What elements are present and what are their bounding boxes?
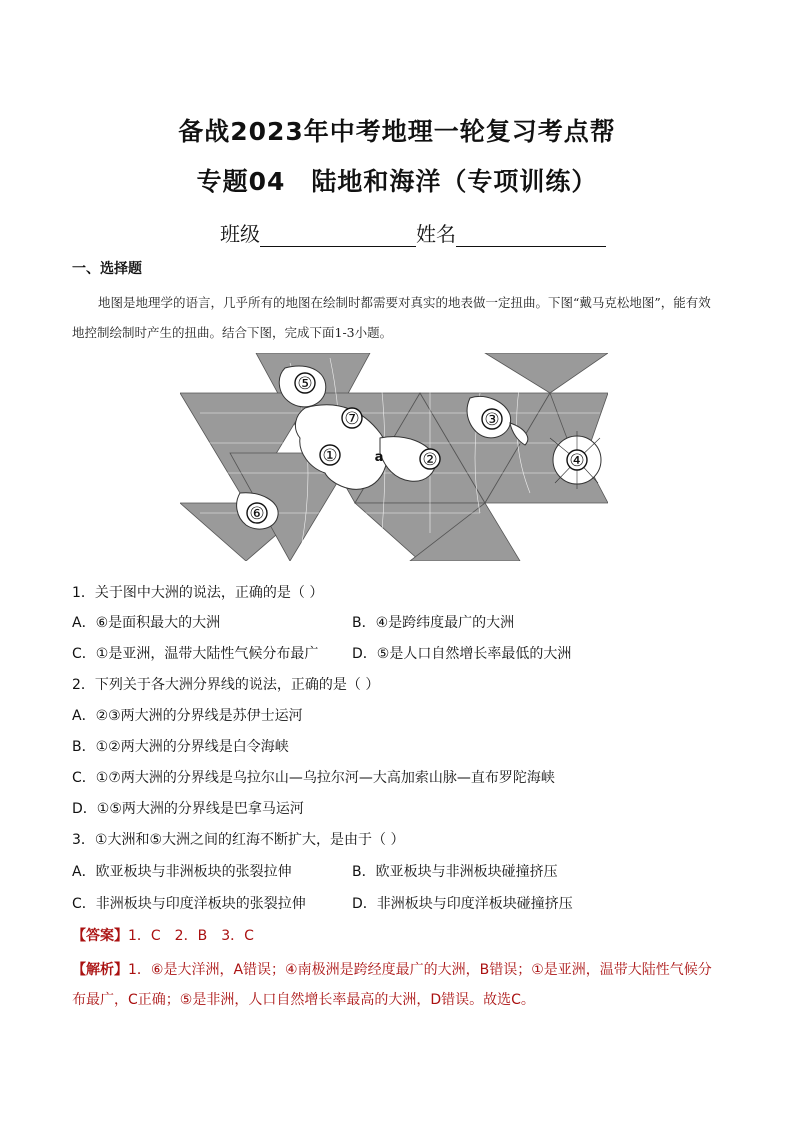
map-label-1: ① <box>322 446 338 466</box>
question-3-option-a[interactable]: A．欧亚板块与非洲板块的张裂拉伸 <box>72 864 292 880</box>
question-2-option-b[interactable]: B．①②两大洲的分界线是白令海峡 <box>72 739 289 755</box>
answer-text: 1．C 2．B 3．C <box>128 928 254 944</box>
map-point-a: a <box>374 450 384 465</box>
explanation-text: 1．⑥是大洋洲，A错误；④南极洲是跨经度最广的大洲，B错误；①是亚洲，温带大陆性气候分布最广，C正确；⑤是非洲，人口自然增长率最高的大洲，D错误。故选C。 <box>72 962 712 1008</box>
map-label-4: ④ <box>569 451 585 471</box>
map-label-6: ⑥ <box>249 504 265 524</box>
intro-paragraph: 地图是地理学的语言，几乎所有的地图在绘制时都需要对真实的地表做一定扭曲。下图“戴马克松地图”，能有效地控制绘制时产生的扭曲。结合下图，完成下面1-3小题。 <box>72 295 711 340</box>
question-2-stem: 2．下列关于各大洲分界线的说法，正确的是（ ） <box>72 677 380 693</box>
explanation-tag: 【解析】 <box>72 962 128 978</box>
question-2-option-a[interactable]: A．②③两大洲的分界线是苏伊士运河 <box>72 708 303 724</box>
question-1-option-a[interactable]: A．⑥是面积最大的大洲 <box>72 615 221 631</box>
section-title: 一、选择题 <box>72 261 142 277</box>
explanation-paragraph <box>72 955 722 1015</box>
name-label: 姓名 <box>416 222 456 246</box>
question-3-stem: 3．①大洲和⑤大洲之间的红海不断扩大，是由于（ ） <box>72 832 405 848</box>
answer-tag: 【答案】 <box>72 928 128 944</box>
question-3-option-c[interactable]: C．非洲板块与印度洋板块的张裂拉伸 <box>72 896 306 912</box>
question-1-option-b[interactable]: B．④是跨纬度最广的大洲 <box>352 615 515 631</box>
document-subtitle: 专题04 陆地和海洋（专项训练） <box>196 167 598 196</box>
map-label-5: ⑤ <box>297 374 313 394</box>
dymaxion-map <box>180 353 608 561</box>
question-3-option-d[interactable]: D．非洲板块与印度洋板块碰撞挤压 <box>352 896 573 912</box>
answer-line <box>72 925 254 945</box>
question-1-stem: 1．关于图中大洲的说法，正确的是（ ） <box>72 585 324 601</box>
map-label-7: ⑦ <box>344 409 360 429</box>
class-blank[interactable] <box>260 224 416 247</box>
class-label: 班级 <box>220 222 260 246</box>
question-2-option-c[interactable]: C．①⑦两大洲的分界线是乌拉尔山—乌拉尔河—大高加索山脉—直布罗陀海峡 <box>72 770 555 786</box>
question-1-option-d[interactable]: D．⑤是人口自然增长率最低的大洲 <box>352 646 572 662</box>
question-3-option-b[interactable]: B．欧亚板块与非洲板块碰撞挤压 <box>352 864 558 880</box>
class-name-row <box>220 218 606 247</box>
map-label-2: ② <box>422 450 438 470</box>
document-title: 备战2023年中考地理一轮复习考点帮 <box>178 117 616 146</box>
question-1-option-c[interactable]: C．①是亚洲，温带大陆性气候分布最广 <box>72 646 319 662</box>
map-label-3: ③ <box>484 410 500 430</box>
question-2-option-d[interactable]: D．①⑤两大洲的分界线是巴拿马运河 <box>72 801 304 817</box>
name-blank[interactable] <box>456 224 606 247</box>
